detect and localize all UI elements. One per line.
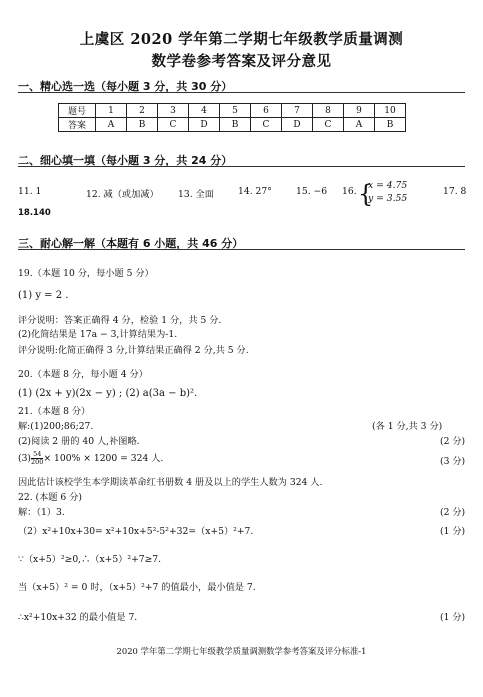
q22-score2: (1 分) [440,526,466,537]
table-cell: A [344,118,375,132]
q19-note2: 评分说明:化简正确得 3 分,计算结果正确得 2 分,共 5 分. [18,345,249,356]
q22-heading: 22. (本题 6 分) [18,492,82,503]
answer-table-answer-row [59,118,406,132]
table-cell: C [251,118,282,132]
q19-note1: 评分说明：答案正确得 4 分，检验 1 分，共 5 分. [18,315,222,326]
section-1-heading: 一、精心选一选（每小题 3 分，共 30 分） [18,80,233,93]
q21-score2: (2 分) [440,436,466,447]
answer-table-header-row [59,104,406,118]
section-2-rule [18,166,465,167]
q22-conclusion: ∴x²+10x+32 的最小值是 7. [18,612,138,623]
table-cell: D [189,118,220,132]
q21-heading: 21.（本题 8 分） [18,406,91,417]
table-cell: C [158,118,189,132]
answer-13: 13. 全面 [178,189,214,200]
q22-score5: (1 分) [440,612,466,623]
answer-18: 18.140 [18,208,51,218]
table-cell: B [375,118,406,132]
q21-conclusion: 因此估计该校学生本学期读革命红书册数 4 册及以上的学生人数为 324 人. [18,477,323,488]
answer-17: 17. 8 [443,186,467,197]
table-cell: C [313,118,344,132]
section-3-heading: 三、耐心解一解（本题有 6 小题，共 46 分） [18,237,244,250]
q22-part2: （2）x²+10x+30= x²+10x+5²-5²+32=（x+5）²+7. [18,526,254,537]
q22-step1: ∵（x+5）²≥0,∴（x+5）²+7≥7. [18,554,162,565]
q21-part3 [18,450,163,466]
q22-step2: 当（x+5）² = 0 时，（x+5）²+7 的值最小，最小值是 7. [18,582,256,593]
q19-heading: 19.（本题 10 分，每小题 5 分） [18,268,154,279]
answer-15: 15. −6 [296,186,328,197]
table-cell: A [96,118,127,132]
table-cell: 4 [189,104,220,118]
table-cell: B [220,118,251,132]
table-cell: 10 [375,104,406,118]
table-cell: 9 [344,104,375,118]
fraction-denominator: 200 [31,458,44,466]
answer-16-x: x = 4.75 [368,180,408,191]
page-title: 上虞区 2020 学年第二学期七年级教学质量调测 [79,31,404,48]
answer-14: 14. 27° [238,186,272,197]
table-cell: D [282,118,313,132]
table-cell: 3 [158,104,189,118]
table-cell: 1 [96,104,127,118]
answer-11: 11. 1 [18,186,42,197]
answer-16-y: y = 3.55 [368,193,408,204]
section-2-heading: 二、细心填一填（每小题 3 分，共 24 分） [18,154,233,167]
table-cell: 8 [313,104,344,118]
q21-score3: (3 分) [440,456,466,467]
table-cell: 5 [220,104,251,118]
table-cell: B [127,118,158,132]
page-subtitle: 数学卷参考答案及评分意见 [151,53,332,70]
table-cell: 2 [127,104,158,118]
table-cell: 7 [282,104,313,118]
q20-answer: (1) (2x + y)(2x − y) ; (2) a(3a − b)². [18,388,198,399]
answer-table [58,103,406,132]
q21-part3-prefix: (3) [18,453,32,464]
section-3-rule [18,249,465,250]
q19-part2: (2)化简结果是 17a − 3,计算结果为-1. [18,329,178,340]
page-footer: 2020 学年第二学期七年级教学质量调测数学参考答案及评分标准-1 [116,646,367,656]
q19-part1: (1) y = 2 . [18,290,69,301]
table-cell: 答案 [59,118,96,132]
q21-score1: (各 1 分,共 3 分) [372,421,443,432]
q21-part2: (2)阅读 2 册的 40 人,补图略. [18,436,140,447]
answer-12: 12. 减（或加减） [86,189,159,200]
q22-part1: 解：（1）3. [18,507,65,518]
q21-part1: 解:(1)200;86;27. [18,421,94,432]
fraction-numerator: 54 [31,451,43,459]
fraction [31,451,43,466]
answer-16-label: 16. [342,186,357,197]
section-1-rule [18,92,465,93]
q21-part3-rest: × 100% × 1200 = 324 人. [43,453,164,464]
table-cell: 6 [251,104,282,118]
system-brace: { [358,180,374,208]
q20-heading: 20.（本题 8 分，每小题 4 分） [18,369,148,380]
table-cell: 题号 [59,104,96,118]
q22-score1: (2 分) [440,507,466,518]
